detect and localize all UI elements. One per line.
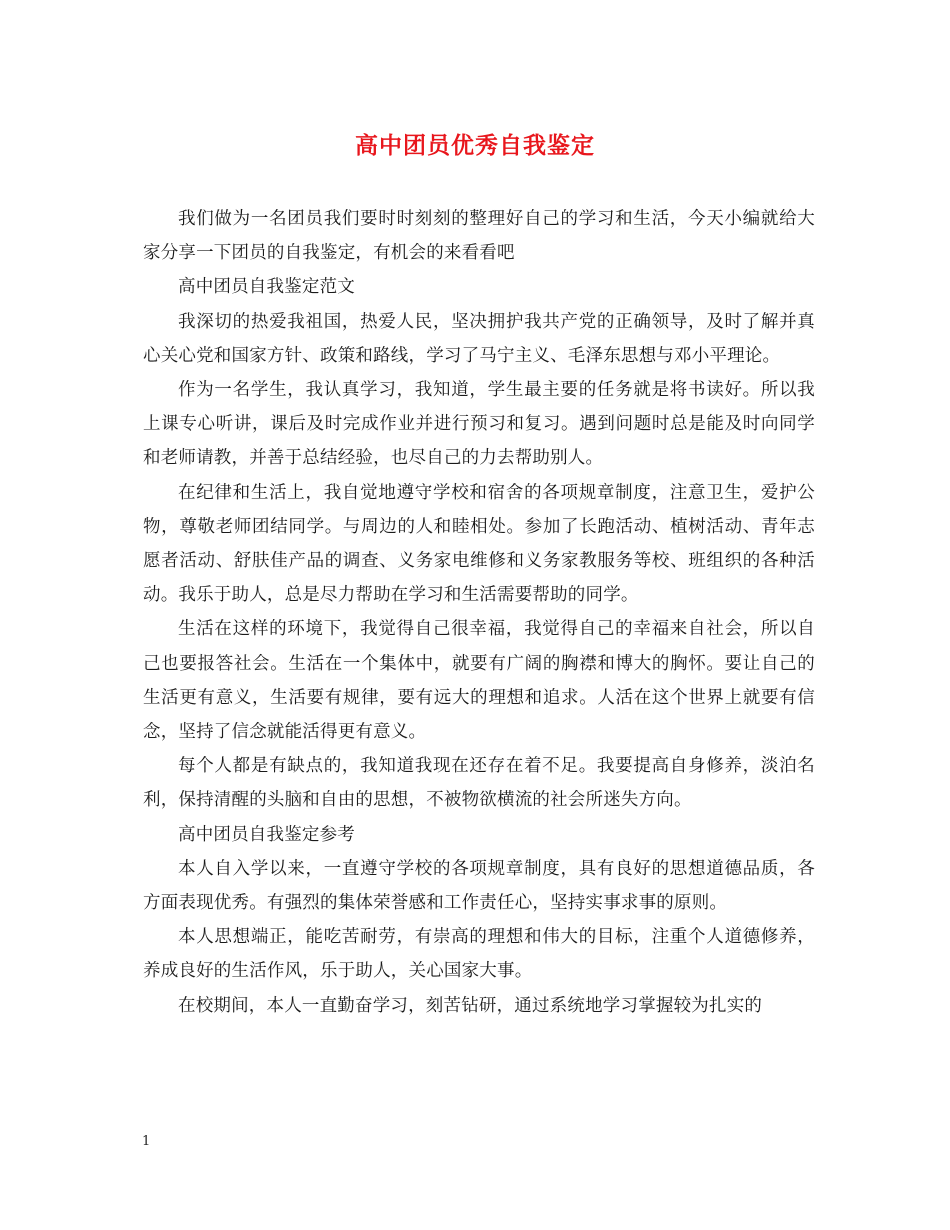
paragraph: 每个人都是有缺点的，我知道我现在还存在着不足。我要提高自身修养，淡泊名利，保持清醒的头脑和自由的思想，不被物欲横流的社会所迷失方向。 <box>143 756 815 811</box>
paragraph: 我深切的热爱我祖国，热爱人民，坚决拥护我共产党的正确领导，及时了解并真心关心党和国家方针、政策和路线，学习了马宁主义、毛泽东思想与邓小平理论。 <box>143 311 815 366</box>
paragraph: 作为一名学生，我认真学习，我知道，学生最主要的任务就是将书读好。所以我上课专心听讲，课后及时完成作业并进行预习和复习。遇到问题时总是能及时向同学和老师请教，并善于总结经验，也尽自己的力去帮助别人。 <box>143 380 815 469</box>
section-heading-example: 高中团员自我鉴定范文 <box>178 277 355 298</box>
paragraph: 在纪律和生活上，我自觉地遵守学校和宿舍的各项规章制度，注意卫生，爱护公物，尊敬老师团结同学。与周边的人和睦相处。参加了长跑活动、植树活动、青年志愿者活动、舒肤佳产品的调查、义务家电维修和义务家教服务等校、班组织的各种活动。我乐于助人，总是尽力帮助在学习和生活需要帮助的同学。 <box>143 482 815 606</box>
paragraph: 本人思想端正，能吃苦耐劳，有崇高的理想和伟大的目标，注重个人道德修养，养成良好的生活作风，乐于助人，关心国家大事。 <box>143 927 815 982</box>
page-title: 高中团员优秀自我鉴定 <box>355 132 595 159</box>
document-body <box>143 202 815 1023</box>
paragraph: 生活在这样的环境下，我觉得自己很幸福，我觉得自己的幸福来自社会，所以自己也要报答社会。生活在一个集体中，就要有广阔的胸襟和博大的胸怀。要让自己的生活更有意义，生活要有规律，要有远大的理想和追求。人活在这个世界上就要有信念，坚持了信念就能活得更有意义。 <box>143 619 815 743</box>
paragraph: 在校期间，本人一直勤奋学习，刻苦钻研，通过系统地学习掌握较为扎实的 <box>178 995 763 1016</box>
page-number: 1 <box>142 1134 151 1149</box>
paragraph: 本人自入学以来，一直遵守学校的各项规章制度，具有良好的思想道德品质，各方面表现优秀。有强烈的集体荣誉感和工作责任心，坚持实事求事的原则。 <box>143 858 815 914</box>
section-heading-reference: 高中团员自我鉴定参考 <box>178 824 355 845</box>
paragraph-intro: 我们做为一名团员我们要时时刻刻的整理好自己的学习和生活，今天小编就给大家分享一下团员的自我鉴定，有机会的来看看吧 <box>143 209 815 264</box>
